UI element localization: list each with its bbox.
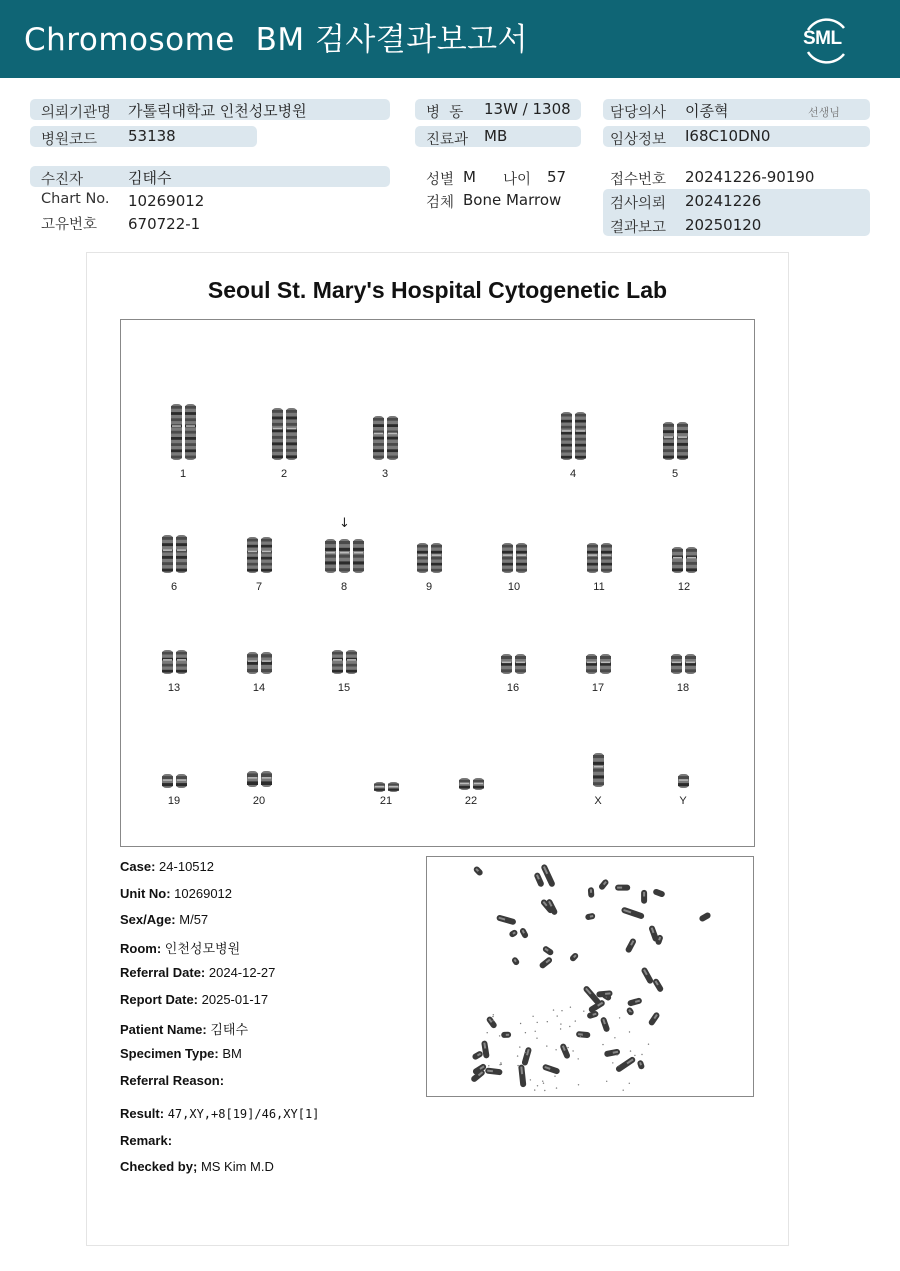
unit-label: Unit No: — [120, 886, 171, 901]
chromosome-label-9: 9 — [425, 581, 433, 593]
age-label: 나이 — [503, 172, 532, 188]
chromosome-22 — [459, 775, 484, 794]
chromosome-x — [593, 753, 604, 791]
chromosome-21 — [374, 777, 399, 796]
chromosome-16 — [501, 654, 526, 678]
result-label: Result: — [120, 1106, 165, 1121]
report-date-value-en: 2025-01-17 — [201, 992, 269, 1007]
uid-label: 고유번호 — [41, 217, 98, 233]
chromosome-label-6: 6 — [170, 581, 178, 593]
chromosome-7 — [247, 537, 272, 577]
checked-line — [120, 1159, 274, 1174]
doctor-suffix: 선생님 — [808, 106, 840, 119]
receipt-value: 20241226-90190 — [685, 168, 815, 186]
chromosome-label-16: 16 — [506, 682, 520, 694]
referral-date-line — [120, 965, 275, 980]
institution-value: 가톨릭대학교 인천성모병원 — [128, 102, 307, 120]
metaphase-chromosomes — [427, 857, 753, 1096]
chromosome-label-19: 19 — [167, 795, 181, 807]
chromosome-label-18: 18 — [676, 682, 690, 694]
chromosome-label-12: 12 — [677, 581, 691, 593]
room-line — [120, 938, 240, 957]
checked-value: MS Kim M.D — [200, 1159, 274, 1174]
remark-label: Remark: — [120, 1133, 173, 1148]
chromosome-label-2: 2 — [280, 468, 288, 480]
specimen-type-label: Specimen Type: — [120, 1046, 219, 1061]
chromosome-20 — [247, 771, 272, 791]
chromosome-label-7: 7 — [255, 581, 263, 593]
chromosome-3 — [373, 416, 398, 464]
receipt-label: 접수번호 — [610, 172, 667, 188]
chromosome-label-15: 15 — [337, 682, 351, 694]
chart-value: 10269012 — [128, 192, 205, 210]
chromosome-label-8: 8 — [340, 581, 348, 593]
chromosome-2 — [272, 408, 297, 464]
referral-date-label: Referral Date: — [120, 965, 206, 980]
chromosome-6 — [162, 535, 187, 577]
metaphase-spread-image — [426, 856, 754, 1097]
sex-label: 성별 — [426, 172, 455, 188]
request-label: 검사의뢰 — [610, 196, 667, 212]
chromosome-19 — [162, 773, 187, 792]
report-date-line — [120, 992, 268, 1007]
chart-label: Chart No. — [41, 191, 110, 207]
specimen-value: Bone Marrow — [463, 191, 562, 209]
chromosome-18 — [671, 654, 696, 678]
result-line — [120, 1106, 319, 1121]
doctor-value: 이종혁 — [685, 102, 729, 120]
unit-value: 10269012 — [174, 886, 233, 901]
hospital-code-label: 병원코드 — [41, 132, 98, 148]
report-date-value: 20250120 — [685, 216, 762, 234]
report-header — [0, 0, 900, 78]
chromosome-8 — [325, 539, 364, 577]
sex-value: M — [463, 168, 476, 186]
chromosome-label-10: 10 — [507, 581, 521, 593]
chromosome-label-5: 5 — [671, 468, 679, 480]
checked-label: Checked by; — [120, 1159, 198, 1174]
ward-label: 병 동 — [426, 105, 464, 121]
chromosome-label-3: 3 — [381, 468, 389, 480]
chromosome-12 — [672, 547, 697, 577]
chromosome-label-1: 1 — [179, 468, 187, 480]
chromosome-label-13: 13 — [167, 682, 181, 694]
chromosome-label-x: X — [594, 795, 602, 807]
chromosome-label-14: 14 — [252, 682, 266, 694]
ward-value: 13W / 1308 — [484, 100, 571, 118]
lab-title: Seoul St. Mary's Hospital Cytogenetic Lab — [207, 277, 668, 303]
request-value: 20241226 — [685, 192, 762, 210]
sexage-value: M/57 — [179, 912, 209, 927]
chromosome-label-11: 11 — [593, 581, 605, 593]
chromosome-1 — [171, 404, 196, 464]
chromosome-label-4: 4 — [569, 468, 577, 480]
sexage-line — [120, 912, 208, 927]
abnormal-arrow-icon: ↓ — [339, 516, 350, 531]
specimen-label: 검체 — [426, 195, 455, 211]
dept-label: 진료과 — [426, 132, 469, 148]
doctor-label: 담당의사 — [610, 105, 667, 121]
chromosome-5 — [663, 422, 688, 464]
hospital-code-value: 53138 — [128, 127, 176, 145]
case-value: 24-10512 — [159, 859, 214, 874]
chromosome-label-22: 22 — [464, 795, 478, 807]
chromosome-15 — [332, 650, 357, 678]
chromosome-13 — [162, 650, 187, 678]
patient-row — [30, 166, 390, 187]
specimen-type-line — [120, 1046, 242, 1061]
unit-line — [120, 886, 232, 901]
referral-date-value: 2024-12-27 — [208, 965, 276, 980]
chromosome-4 — [561, 412, 586, 464]
chromosome-label-y: Y — [679, 795, 687, 807]
chromosome-label-21: 21 — [379, 795, 393, 807]
patient-name-value: 김태수 — [210, 1022, 249, 1037]
result-value: 47,XY,+8[19]/46,XY[1] — [167, 1107, 320, 1121]
specimen-type-value: BM — [222, 1046, 242, 1061]
sexage-label: Sex/Age: — [120, 912, 176, 927]
report-title: Chromosome BM 검사결과보고서 — [24, 22, 529, 58]
referral-reason-label: Referral Reason: — [120, 1073, 225, 1088]
uid-value: 670722-1 — [128, 215, 201, 233]
dept-value: MB — [484, 127, 508, 145]
clinical-label: 임상정보 — [610, 132, 667, 148]
karyogram — [120, 319, 755, 847]
referral-reason-line — [120, 1073, 224, 1088]
room-label: Room: — [120, 941, 162, 956]
age-value: 57 — [547, 168, 567, 186]
patient-value: 김태수 — [128, 169, 172, 187]
institution-label: 의뢰기관명 — [41, 105, 112, 121]
chromosome-14 — [247, 652, 272, 678]
patient-name-label: Patient Name: — [120, 1022, 207, 1037]
case-label: Case: — [120, 859, 156, 874]
room-value: 인천성모병원 — [164, 941, 241, 956]
chromosome-9 — [417, 543, 442, 577]
patient-label: 수진자 — [41, 172, 84, 188]
report-date-label: 결과보고 — [610, 220, 667, 236]
logo-text: SML — [803, 28, 842, 49]
chromosome-17 — [586, 654, 611, 678]
clinical-value: I68C10DN0 — [685, 127, 771, 145]
report-date-label-en: Report Date: — [120, 992, 199, 1007]
remark-line — [120, 1133, 172, 1148]
patient-name-line — [120, 1019, 248, 1038]
chromosome-10 — [502, 543, 527, 577]
case-line — [120, 859, 214, 874]
chromosome-11 — [587, 543, 612, 577]
chromosome-label-20: 20 — [252, 795, 266, 807]
chromosome-label-17: 17 — [591, 682, 605, 694]
sml-logo — [800, 14, 852, 66]
chromosome-y — [678, 773, 689, 792]
